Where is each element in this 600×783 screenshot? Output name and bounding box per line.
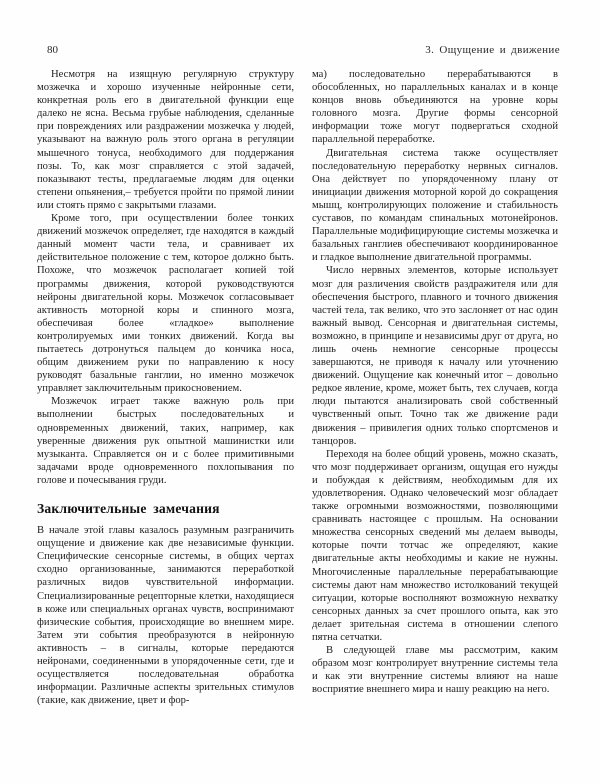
page-header xyxy=(47,44,560,56)
paragraph-fine-movements: Кроме того, при осуществлении более тонких движений мозжечок определяет, где находятся в каждый данный момент части тела, и сравнивает их действительное положение с тем, которое должно быть. Похоже, что мозжечок располагает копией той программы движения, которой руководствуются нейроны двигательной коры. Мозжечок согласовывает активность моторной коры и спинного мозга, обеспечивая более «гладкое» выполнение контролируемых ими тонких движений. Когда вы пытаетесь дотронуться пальцем до кончика носа, общим движением руки по направлению к носу руководят базальные ганглии, но именно мозжечок управляет заключительным прикосновением. xyxy=(37,213,294,395)
paragraph-parallel-channels: ма) последовательно перерабатываются в обособленных, но параллельных каналах и в конце концов вновь объединяются на уровне коры головного мозга. Другие формы сенсорной информации тоже могут подвергаться сходной параллельной переработке. xyxy=(312,69,558,146)
right-column xyxy=(312,68,558,697)
paragraph-sequential-movements: Мозжечок играет также важную роль при выполнении быстрых последовательных и одновременных движений, таких, например, как уверенные движения рук опытной машинистки или музыканта. Справляется он и с более примитивными задачами вроде одновременного похлопывания по голове и почесывания груди. xyxy=(37,396,294,486)
paragraph-neural-elements: Число нервных элементов, которые использует мозг для различения свойств раздражителя или для обеспечения быстрого, плавного и точного движения частей тела, так велико, что это заслоняет от нас один важный вывод. Сенсорная и двигательная системы, возможно, в принципе и независимы друг от друга, но лишь очень немногие сенсорные процессы завершаются, не приводя к началу или уточнению движений. Ощущение как конечный итог – довольно редкое явление, кроме, может быть, тех случаев, когда люди пытаются анализировать свой собственный чувственный опыт. Точно так же движение ради движения – привилегия одних только спортсменов и танцоров. xyxy=(312,265,558,447)
running-head: 3. Ощущение и движение xyxy=(425,44,560,56)
left-column xyxy=(37,68,294,707)
page-number: 80 xyxy=(47,44,58,56)
paragraph-general-level: Переходя на более общий уровень, можно сказать, что мозг поддерживает организм, ощущая его нужды и побуждая к действиям, необходимым для их удовлетворения. Однако человеческий мозг обладает также огромными возможностями, позволяющими сравнивать настоящее с прошлым. На основании множества сенсорных сведений мы делаем выводы, которые почти тотчас же определяют, какие двигательные акты необходимы и какие не нужны. Многочисленные параллельные перерабатывающие системы дают нам множество истолкований текущей ситуации, которые восполняют возможную нехватку сенсорных данных за счет прошлого опыта, как это делает зрительная система в отношении слепого пятна сетчатки. xyxy=(312,448,558,644)
paragraph-sensation-vs-movement: В начале этой главы казалось разумным разграничить ощущение и движение как две независимые функции. Специфические сенсорные системы, в общих чертах сходно организованные, занимаются переработкой различных видов чувствительной информации. Специализированные рецепторные клетки, находящиеся в коже или специальных органах чувств, воспринимают физические события, происходящие во внешнем мире. Затем эти события преобразуются в нейронную активность – в сигналы, которые передаются нейронами, соединенными в упорядоченные сети, где и осуществляется последовательная обработка информации. Различные аспекты зрительных стимулов (такие, как движение, цвет и фор- xyxy=(37,525,294,707)
paragraph-cerebellum-structure: Несмотря на изящную регулярную структуру мозжечка и хорошо изученные нейронные сети, конкретная роль его в двигательной функции еще далеко не ясна. Весьма грубые наблюдения, сделанные при повреждениях или раздражении мозжечка у людей, указывают на важную роль этого органа в регуляции мышечного тонуса, необходимого для поддержания позы. То, как мозг справляется с этой задачей, показывают тесты, предлагаемые людям для оценки степени опьянения,– требуется пройти по прямой линии или стоять прямо с закрытыми глазами. xyxy=(37,69,294,211)
section-heading-concluding-remarks: Заключительные замечания xyxy=(37,501,220,516)
paragraph-next-chapter: В следующей главе мы рассмотрим, каким образом мозг контролирует внутренние системы тела и как эти внутренние системы влияют на наше восприятие внешнего мира и нашу реакцию на него. xyxy=(312,645,558,696)
paragraph-motor-system: Двигательная система также осуществляет последовательную переработку нервных сигналов. Она действует по упорядоченному плану от инициации движения моторной корой до сокращения мышц, контролирующих положение и стабильность суставов, по командам спинальных мотонейронов. Параллельные модифицирующие системы мозжечка и базальных ганглиев обеспечивают координированное и гладкое выполнение двигательной программы. xyxy=(312,147,558,264)
